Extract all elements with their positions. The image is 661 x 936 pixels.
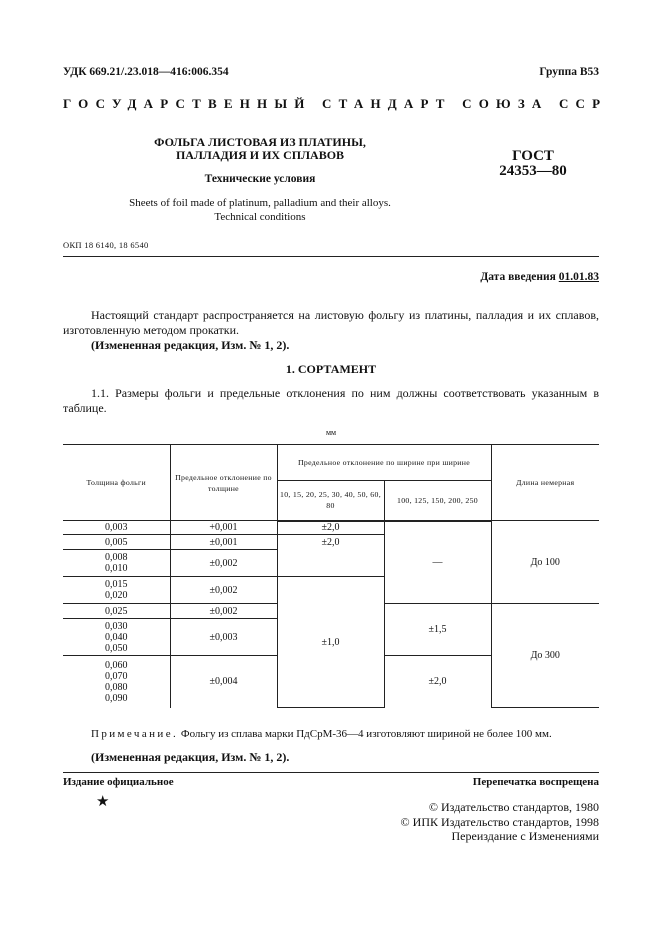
table-cell: ±0,002 [170, 604, 277, 619]
gost-number: 24353—80 [499, 163, 567, 179]
cell-line: 0,015 [105, 579, 128, 590]
intro-date-label: Дата введения [480, 271, 556, 283]
table-cell: ±0,002 [170, 577, 277, 604]
table-note [63, 728, 599, 740]
group-code: Группа В53 [539, 66, 599, 78]
official-edition: Издание официальное [63, 776, 174, 788]
cell-line: 0,050 [105, 642, 128, 654]
document-title: ФОЛЬГА ЛИСТОВАЯ ИЗ ПЛАТИНЫ, ПАЛЛАДИЯ И ИХ СПЛАВОВ [154, 135, 366, 162]
intro-date-value: 01.01.83 [558, 271, 599, 283]
table-cell: 0,005 [63, 535, 170, 550]
table-cell: 0,003 [63, 521, 170, 535]
table-cell: +0,001 [170, 521, 277, 535]
table-cell: До 300 [491, 604, 599, 708]
copyright-block [401, 800, 599, 844]
section-heading: 1. СОРТАМЕНТ [285, 362, 377, 376]
english-title [100, 196, 420, 224]
table-cell: До 100 [491, 521, 599, 604]
unit-label: мм [325, 428, 337, 437]
table-cell: ±0,002 [170, 550, 277, 577]
english-title-line1: Sheets of foil made of platinum, palladium and their alloys. [129, 197, 391, 209]
header-width-group-1: 10, 15, 20, 25, 30, 40, 50, 60, 80 [277, 481, 384, 521]
copyright-line-2: © ИПК Издательство стандартов, 1998 [400, 814, 599, 829]
reprint-prohibited: Перепечатка воспрещена [472, 776, 599, 788]
star-icon: ★ [96, 794, 110, 810]
cell-line: 0,008 [105, 552, 128, 563]
table-cell: ±0,003 [170, 619, 277, 656]
header-length: Длина немерная [491, 445, 599, 521]
cell-line: 0,080 [105, 681, 128, 693]
intro-paragraph [63, 308, 599, 338]
footer-divider [63, 772, 599, 773]
edition-note-1: (Измененная редакция, Изм. № 1, 2). [91, 338, 290, 352]
cell-line: 0,070 [105, 670, 128, 682]
okp-code: ОКП 18 6140, 18 6540 [63, 240, 149, 250]
table-cell: ±2,0 [384, 656, 491, 708]
intro-date [480, 271, 599, 283]
sizes-table [63, 444, 599, 708]
gost-label: ГОСТ [512, 148, 554, 164]
table-cell [63, 577, 170, 604]
table-cell: ±0,001 [170, 535, 277, 550]
cell-line: 0,090 [105, 692, 128, 704]
clause-1-1: 1.1. Размеры фольги и предельные отклонения по ним должны соответствовать указанным в таблице. [63, 386, 599, 415]
edition-note-2: (Измененная редакция, Изм. № 1, 2). [91, 750, 290, 764]
table-cell: ±0,004 [170, 656, 277, 708]
header-divider [63, 256, 599, 257]
gost-block [478, 149, 588, 179]
note-text: Фольгу из сплава марки ПдСрМ-36—4 изготовляют шириной не более 100 мм. [178, 728, 552, 740]
cell-line: 0,010 [105, 563, 128, 574]
cell-line: 0,030 [105, 620, 128, 632]
table-cell: ±1,0 [277, 577, 384, 708]
document-subtitle: Технические условия [204, 173, 316, 185]
table-cell [63, 656, 170, 708]
cell-line: 0,060 [105, 659, 128, 671]
table-cell: ±1,5 [384, 604, 491, 656]
header-thickness-deviation: Предельное отклонение по толщине [170, 445, 277, 521]
english-title-line2: Technical conditions [214, 211, 306, 223]
table-cell: 0,025 [63, 604, 170, 619]
cell-line: 0,020 [105, 590, 128, 601]
cell-line: 0,040 [105, 631, 128, 643]
table-cell: ±2,0 [277, 535, 384, 577]
udk-code: УДК 669.21/.23.018—416:006.354 [63, 66, 229, 78]
copyright-line-3: Переиздание с Изменениями [451, 829, 599, 843]
header-thickness: Толщина фольги [63, 445, 170, 521]
table-cell [63, 619, 170, 656]
state-standard-heading: ГОСУДАРСТВЕННЫЙ СТАНДАРТ СОЮЗА ССР [63, 96, 608, 111]
header-width-group-2: 100, 125, 150, 200, 250 [384, 481, 491, 521]
header-width-deviation: Предельное отклонение по ширине при ширине [277, 445, 491, 481]
note-label: Примечание. [91, 728, 179, 740]
copyright-line-1: © Издательство стандартов, 1980 [428, 800, 599, 814]
table-cell [63, 550, 170, 577]
table-cell: ±2,0 [277, 521, 384, 535]
table-cell: — [384, 521, 491, 604]
intro-paragraph-text: Настоящий стандарт распространяется на листовую фольгу из платины, палладия и их сплавов, изготовленную методом прокатки. [63, 308, 599, 337]
